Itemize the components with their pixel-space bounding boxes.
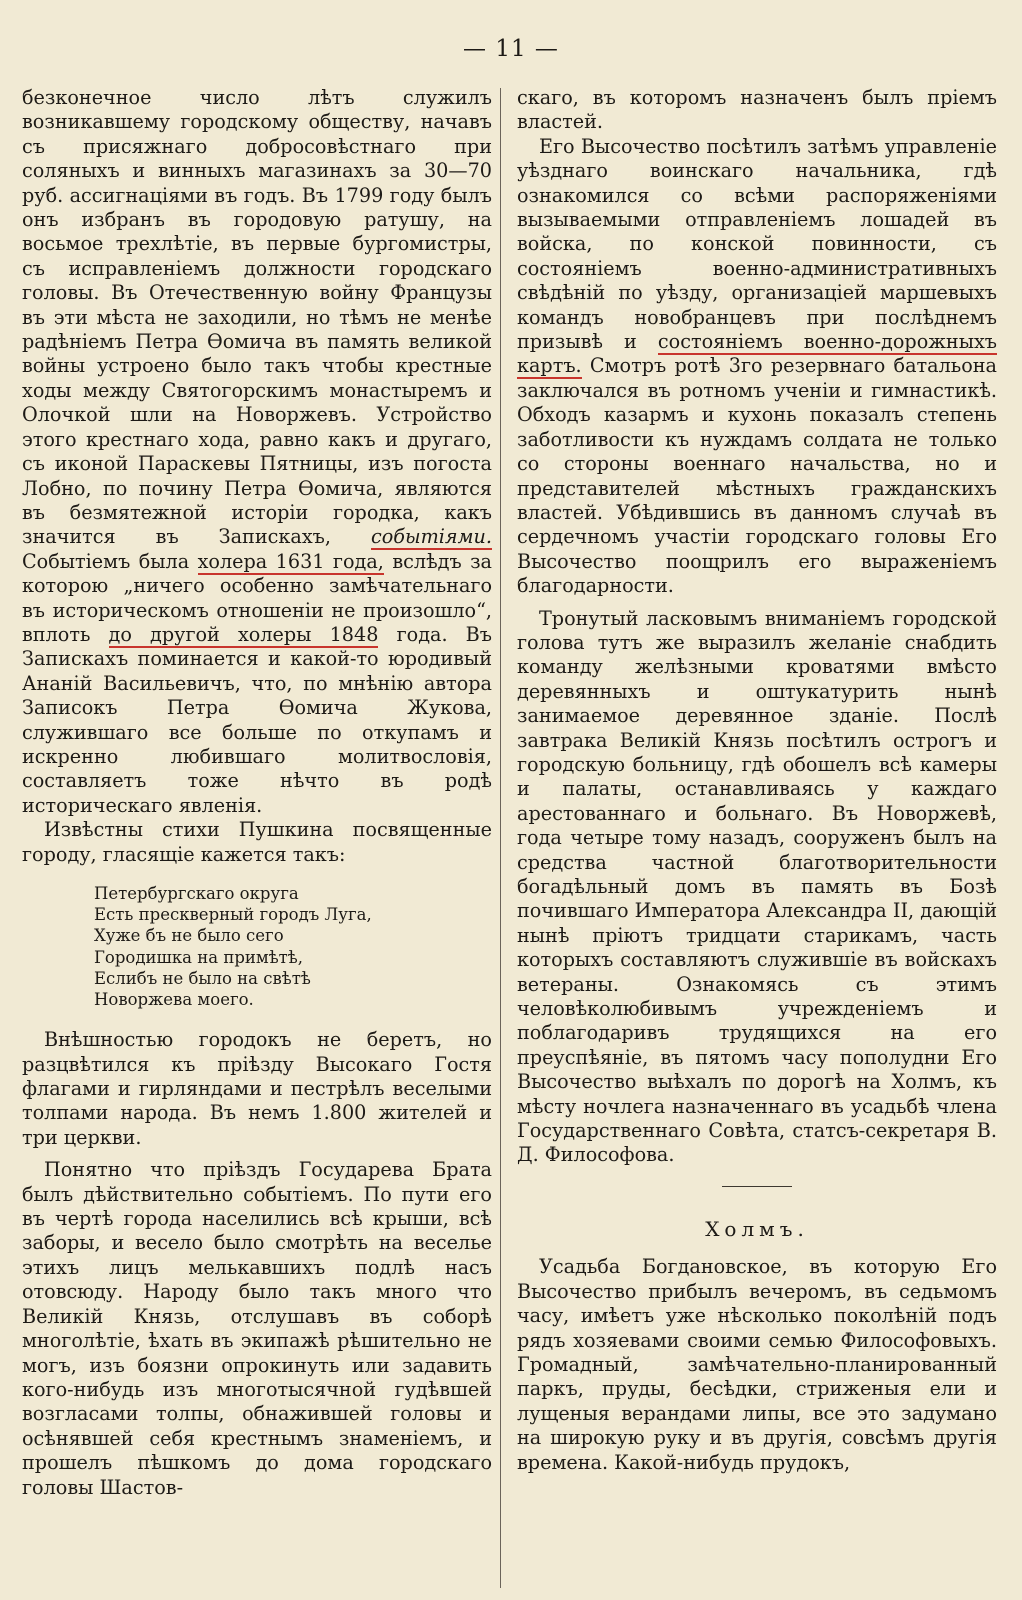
text-run: года. Въ Запискахъ поминается и какой-то юродивый Ананій Васильевичъ, что, по мнѣнію автора Записокъ Петра Ѳомича Жукова, служившаго все больше по откупамъ и искренно любившаго молитвословія, составляетъ тоже нѣчто въ родѣ историческаго явленія.	[22, 622, 492, 817]
text-run: вслѣдъ за которою „ничего особенно замѣчательнаго въ историческомъ отношеніи не произошло“, вплоть	[22, 549, 492, 646]
left-paragraph-1	[22, 86, 492, 818]
pushkin-poem	[94, 883, 492, 1010]
section-heading: Холмъ.	[705, 1216, 809, 1241]
right-paragraph-2	[517, 135, 997, 599]
column-divider	[500, 88, 501, 1588]
page-number: — 11 —	[463, 36, 559, 62]
right-paragraph-1: скаго, въ которомъ назначенъ былъ пріемъ властей.	[517, 86, 997, 134]
right-paragraph-3: Тронутый ласковымъ вниманіемъ городской голова тутъ же выразилъ желаніе снабдить команду желѣзными кроватями вмѣсто деревянныхъ и оштукатурить нынѣ занимаемое деревянное зданіе. Послѣ завтрака Великій Князь посѣтилъ острогъ и городскую больницу, гдѣ обошелъ всѣ камеры и палаты, останавливаясь у каждаго арестованнаго и больнаго. Въ Новоржевѣ, года четыре тому назадъ, сооруженъ былъ на средства частной благотворительности богадѣльный домъ въ память въ Бозѣ почившаго Императора Александра II, дающій нынѣ пріютъ тридцати старикамъ, часть которыхъ составляютъ служившіе въ войскахъ ветераны. Ознакомясь съ этимъ человѣколюбивымъ учрежденіемъ и поблагодаривъ трудящихся на его преуспѣяніе, въ пятомъ часу пополудни Его Высочество выѣхалъ по дорогѣ на Холмъ, къ мѣсту ночлега назначеннаго въ усадьбѣ члена Государственнаго Совѣта, статсъ-секретаря В. Д. Философова.	[517, 606, 997, 1167]
text-run: Его Высочество посѣтилъ затѣмъ управленіе уѣзднаго воинскаго начальника, гдѣ ознакомился со всѣми распоряженіями вызываемыми отправленіемъ лошадей въ войска, по конской повинности, съ состояніемъ военно-административныхъ свѣдѣній по уѣзду, организаціей маршевыхъ командъ новобранцевъ при послѣднемъ призывѣ и	[517, 134, 997, 354]
poem-line: Еслибъ не было на свѣтѣ	[94, 968, 311, 988]
text-run: безконечное число лѣтъ служилъ возникавшему городскому обществу, начавъ съ присяжнаго добросовѣстнаго при соляныхъ и винныхъ магазинахъ за 30—70 руб. ассигнаціями въ годъ. Въ 1799 году былъ онъ избранъ въ городовую ратушу, на восьмое трехлѣтіе, въ первые бургомистры, съ исправленіемъ должности городскаго головы. Въ Отечественную войну Французы въ эти мѣста не заходили, но тѣмъ не менѣе радѣніемъ Петра Ѳомича въ память великой войны устроено было такъ чтобы крестные ходы между Святогорскимъ монастыремъ и Олочкой шли на Новоржевъ. Устройство этого крестнаго хода, равно какъ и другаго, съ иконой Параскевы Пятницы, изъ погоста Лобно, по почину Петра Ѳомича, являются въ безмятежной исторіи городка, какъ значится въ Запискахъ,	[22, 86, 492, 549]
underlined-cholera-1848: до другой холеры 1848	[108, 622, 379, 646]
text-run: Событіемъ была	[22, 549, 198, 573]
section-divider	[722, 1186, 792, 1187]
poem-line: Городишка на примѣтѣ,	[94, 947, 303, 967]
underlined-events-word: событіями.	[370, 525, 492, 549]
left-paragraph-3: Внѣшностью городокъ не беретъ, но разцвѣтился къ пріѣзду Высокаго Гостя флагами и гирляндами и пестрѣлъ веселыми толпами народа. Въ немъ 1.800 жителей и три церкви.	[22, 1028, 492, 1149]
left-paragraph-4: Понятно что пріѣздъ Государева Брата былъ дѣйствительно событіемъ. По пути его въ чертѣ города населились всѣ крыши, всѣ заборы, и весело было смотрѣть на веселье этихъ лицъ мелькавшихъ подлѣ насъ отовсюду. Народу было такъ много что Великій Князь, отслушавъ въ соборѣ многолѣтіе, ѣхать въ экипажѣ рѣшительно не могъ, изъ боязни опрокинуть или задавить кого-нибудь изъ многотысячной гудѣвшей возгласами толпы, обнажившей головы и осѣнявшей себя крестнымъ знаменіемъ, и прошелъ пѣшкомъ до дома городскаго головы Шастов-	[22, 1158, 492, 1499]
text-run: Смотръ ротѣ 3го резервнаго батальона заключался въ ротномъ ученіи и гимнастикѣ. Обходъ казармъ и кухонь показалъ степень заботливости къ нуждамъ солдата не только со стороны военнаго начальства, но и представителей мѣстныхъ гражданскихъ властей. Убѣдившись въ данномъ случаѣ въ сердечномъ участіи городскаго головы Его Высочество поощрилъ его выраженіемъ благодарности.	[517, 354, 997, 598]
poem-line: Новоржева моего.	[94, 990, 254, 1010]
poem-line: Есть прескверный городъ Луга,	[94, 905, 372, 925]
underlined-military-maps: состояніемъ военно-дорожныхъ картъ.	[517, 330, 997, 378]
poem-line: Хуже бъ не было сего	[94, 926, 284, 946]
right-paragraph-4: Усадьба Богдановское, въ которую Его Высочество прибылъ вечеромъ, въ седьмомъ часу, имѣетъ уже нѣсколько поколѣній подъ рядъ хозяевами своими семью Философовыхъ. Громадный, замѣчательно-планированный паркъ, пруды, бесѣдки, стриженыя ели и лущеныя верандами липы, все это задумано на широкую руку и въ другія, совсѣмъ другія времена. Какой-нибудь прудокъ,	[517, 1255, 997, 1474]
left-column	[22, 86, 492, 1596]
underlined-cholera-1631: холера 1631 года,	[197, 549, 384, 573]
poem-line: Петербургскаго округа	[94, 884, 299, 903]
left-paragraph-2: Извѣстны стихи Пушкина посвященные городу, гласящіе кажется такъ:	[22, 818, 492, 866]
right-column	[517, 86, 997, 1596]
